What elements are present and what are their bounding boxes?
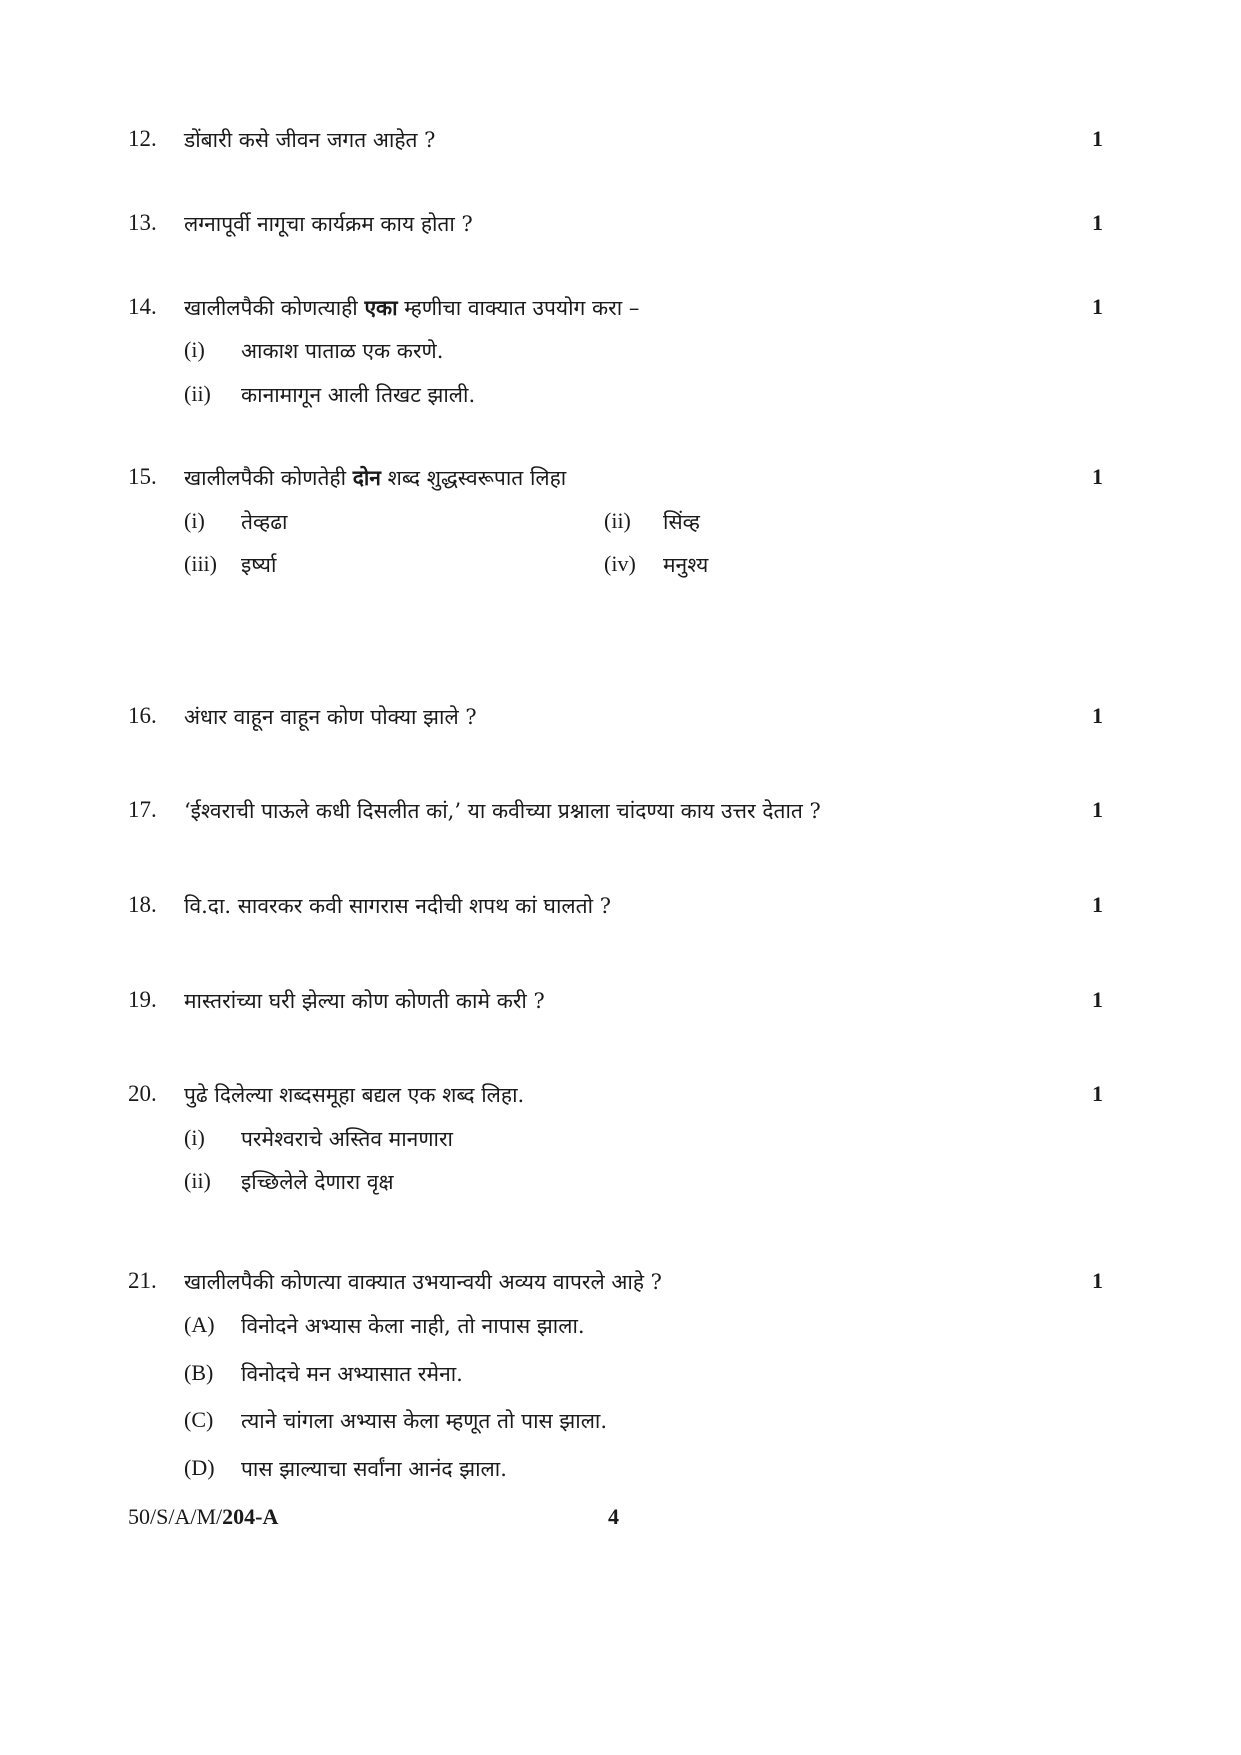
- question-text: लग्नापूर्वी नागूचा कार्यक्रम काय होता ?: [184, 212, 473, 236]
- option-label: (B): [184, 1360, 214, 1385]
- question-number: 18.: [128, 892, 157, 917]
- question-marks: 1: [1092, 703, 1103, 728]
- question-18: [0, 892, 1241, 932]
- question-14: [0, 294, 1241, 334]
- option-label: (i): [184, 1125, 205, 1150]
- question-marks: 1: [1092, 1268, 1103, 1293]
- question-text: पुढे दिलेल्या शब्दसमूहा बद्यल एक शब्द लिहा.: [184, 1083, 525, 1107]
- question-marks: 1: [1092, 797, 1103, 822]
- question-number: 20.: [128, 1081, 157, 1106]
- question-number: 15.: [128, 464, 157, 489]
- question-marks: 1: [1092, 294, 1103, 319]
- question-16: [0, 703, 1241, 743]
- option-text: मनुश्य: [663, 553, 709, 577]
- question-marks: 1: [1092, 1081, 1103, 1106]
- option-text: सिंव्ह: [663, 510, 700, 534]
- option-label: (ii): [184, 381, 211, 406]
- emphasis: एका: [364, 295, 398, 320]
- question-19: [0, 987, 1241, 1027]
- question-text: खालीलपैकी कोणतेही दोन शब्द शुद्धस्वरूपात लिहा: [184, 465, 567, 490]
- question-13: [0, 210, 1241, 250]
- option-text: आकाश पाताळ एक करणे.: [241, 339, 444, 363]
- option-label: (iv): [604, 551, 636, 576]
- question-15: [0, 464, 1241, 504]
- question-number: 16.: [128, 703, 157, 728]
- question-marks: 1: [1092, 126, 1103, 151]
- option-text: परमेश्वराचे अस्तिव मानणारा: [241, 1127, 453, 1151]
- page-number: 4: [608, 1504, 619, 1529]
- question-number: 14.: [128, 294, 157, 319]
- option-text: इर्ष्या: [241, 553, 277, 577]
- option-label: (D): [184, 1455, 215, 1480]
- question-number: 19.: [128, 987, 157, 1012]
- question-marks: 1: [1092, 464, 1103, 489]
- question-number: 21.: [128, 1268, 157, 1293]
- question-text: खालीलपैकी कोणत्या वाक्यात उभयान्वयी अव्यय वापरले आहे ?: [184, 1270, 662, 1294]
- question-text: वि.दा. सावरकर कवी सागरास नदीची शपथ कां घालतो ?: [184, 894, 611, 918]
- paper-code: 50/S/A/M/204-A: [128, 1504, 279, 1529]
- question-number: 17.: [128, 797, 157, 822]
- question-marks: 1: [1092, 892, 1103, 917]
- option-label: (i): [184, 337, 205, 362]
- question-17: [0, 797, 1241, 837]
- question-marks: 1: [1092, 987, 1103, 1012]
- option-text: तेव्हढा: [241, 510, 288, 534]
- option-text: कानामागून आली तिखट झाली.: [241, 383, 476, 407]
- question-21: [0, 1268, 1241, 1308]
- option-label: (ii): [604, 508, 631, 533]
- question-number: 13.: [128, 210, 157, 235]
- option-text: त्याने चांगला अभ्यास केला म्हणूत तो पास झाला.: [241, 1409, 608, 1433]
- option-label: (ii): [184, 1168, 211, 1193]
- option-label: (A): [184, 1312, 215, 1337]
- option-label: (i): [184, 508, 205, 533]
- option-text: पास झाल्याचा सर्वांना आनंद झाला.: [241, 1457, 507, 1481]
- option-text: इच्छिलेले देणारा वृक्ष: [241, 1170, 394, 1194]
- question-20: [0, 1081, 1241, 1121]
- option-label: (C): [184, 1407, 214, 1432]
- question-text: खालीलपैकी कोणत्याही एका म्हणीचा वाक्यात उपयोग करा –: [184, 295, 640, 320]
- question-text: मास्तरांच्या घरी झेल्या कोण कोणती कामे करी ?: [184, 989, 545, 1013]
- question-marks: 1: [1092, 210, 1103, 235]
- question-text: अंधार वाहून वाहून कोण पोक्या झाले ?: [184, 705, 477, 729]
- question-text: ‘ईश्वराची पाऊले कधी दिसलीत कां,’ या कवीच्या प्रश्नाला चांदण्या काय उत्तर देतात ?: [184, 799, 821, 823]
- question-text: डोंबारी कसे जीवन जगत आहेत ?: [184, 128, 436, 152]
- option-text: विनोदने अभ्यास केला नाही, तो नापास झाला.: [241, 1314, 585, 1338]
- option-text: विनोदचे मन अभ्यासात रमेना.: [241, 1362, 463, 1386]
- option-label: (iii): [184, 551, 217, 576]
- question-number: 12.: [128, 126, 157, 151]
- emphasis: दोन: [352, 465, 381, 490]
- question-12: [0, 126, 1241, 166]
